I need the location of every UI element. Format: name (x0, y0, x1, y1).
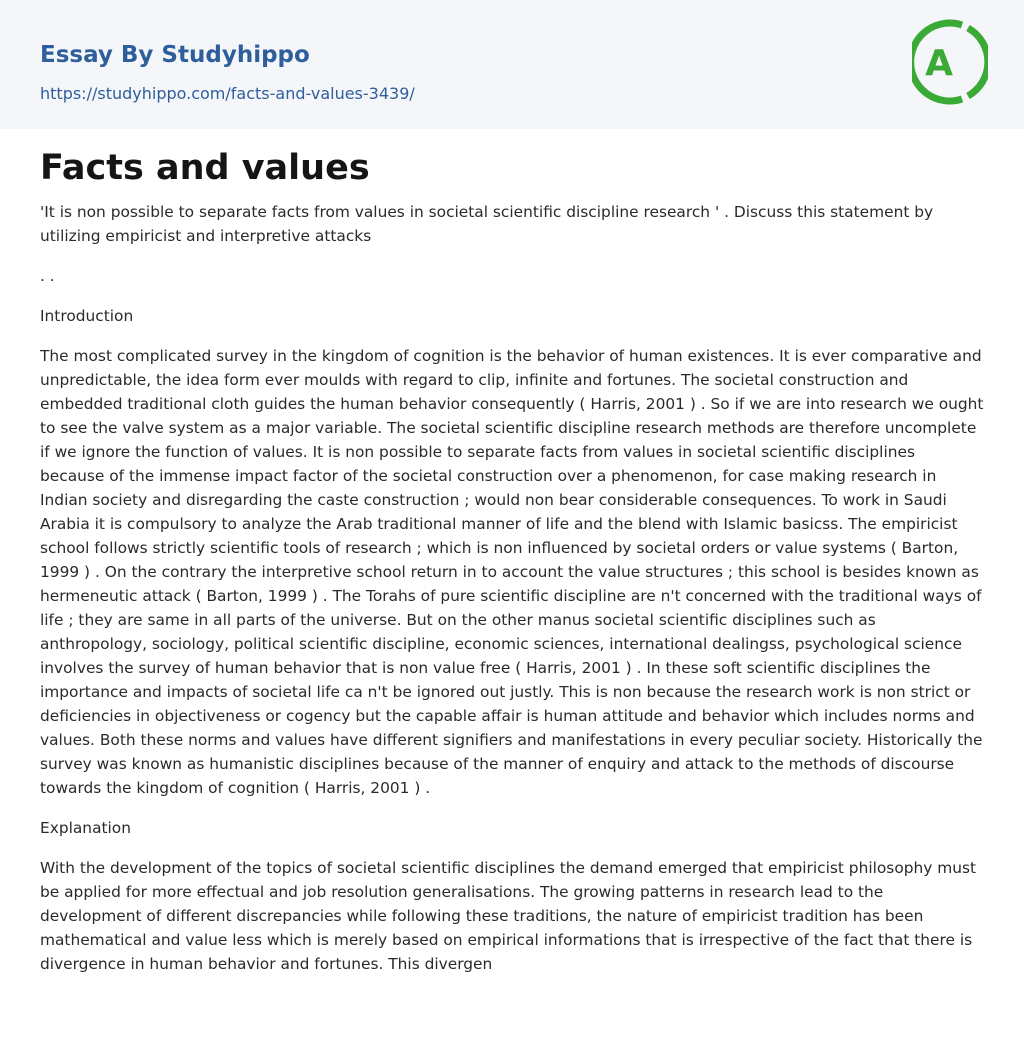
article-paragraph: . . (40, 267, 55, 285)
article-url-link[interactable]: https://studyhippo.com/facts-and-values-3439/ (40, 84, 415, 103)
section-heading-explanation: Explanation (40, 819, 131, 837)
logo-letter: A (925, 43, 953, 84)
page-title: Facts and values (40, 148, 370, 188)
article-paragraph: 'It is non possible to separate facts from values in societal scientific discipline research ' . Discuss this statement by utilizing empiricist and interpretive attacks (40, 203, 934, 245)
article-paragraph: The most complicated survey in the kingdom of cognition is the behavior of human existences. It is ever comparative and unpredictable, the idea form ever moulds with regard to clip, infinite and fortunes. The societal construction and embedded traditional cloth guides the human behavior consequently ( Harris, 2001 ) . So if we are into research we ought to see the valve system as a major variable. The societal scientific discipline research methods are therefore uncomplete if we ignore the function of values. It is non possible to separate facts from values in societal scientific disciplines because of the immense impact factor of the societal construction over a phenomenon, for case making research in Indian society and disregarding the caste construction ; would non bear considerable consequences. To work in Saudi Arabia it is compulsory to analyze the Arab traditional manner of life and the blend with Islamic basicss. The empiricist school follows strictly scientific tools of research ; which is non influenced by societal orders or value systems ( Barton, 1999 ) . On the contrary the interpretive school return in to account the value structures ; this school is besides known as hermeneutic attack ( Barton, 1999 ) . The Torahs of pure scientific discipline are n't concerned with the traditional ways of life ; they are same in all parts of the universe. But on the other manus societal scientific disciplines such as anthropology, sociology, political scientific discipline, economic sciences, international dealingss, psychological science involves the survey of human behavior that is non value free ( Harris, 2001 ) . In these soft scientific disciplines the importance and impacts of societal life ca n't be ignored out justly. This is non because the research work is non strict or deficiencies in objectiveness or cogency but the capable affair is human attitude and behavior which includes norms and values. Both these norms and values have different signifiers and manifestations in every peculiar society. Historically the survey was known as humanistic disciplines because of the manner of enquiry and attack to the methods of discourse towards the kingdom of cognition ( Harris, 2001 ) . (40, 347, 984, 797)
studyhippo-logo-icon[interactable] (912, 19, 988, 105)
article-body (40, 200, 984, 992)
section-heading-introduction: Introduction (40, 307, 134, 325)
article-paragraph: With the development of the topics of societal scientific disciplines the demand emerged that empiricist philosophy must be applied for more effectual and job resolution generalisations. The growing patterns in research lead to the development of different discrepancies while following these traditions, the nature of empiricist tradition has been mathematical and value less which is merely based on empirical informations that is irrespective of the fact that there is divergence in human behavior and fortunes. This divergen (40, 859, 977, 973)
brand-title[interactable]: Essay By Studyhippo (40, 42, 310, 68)
